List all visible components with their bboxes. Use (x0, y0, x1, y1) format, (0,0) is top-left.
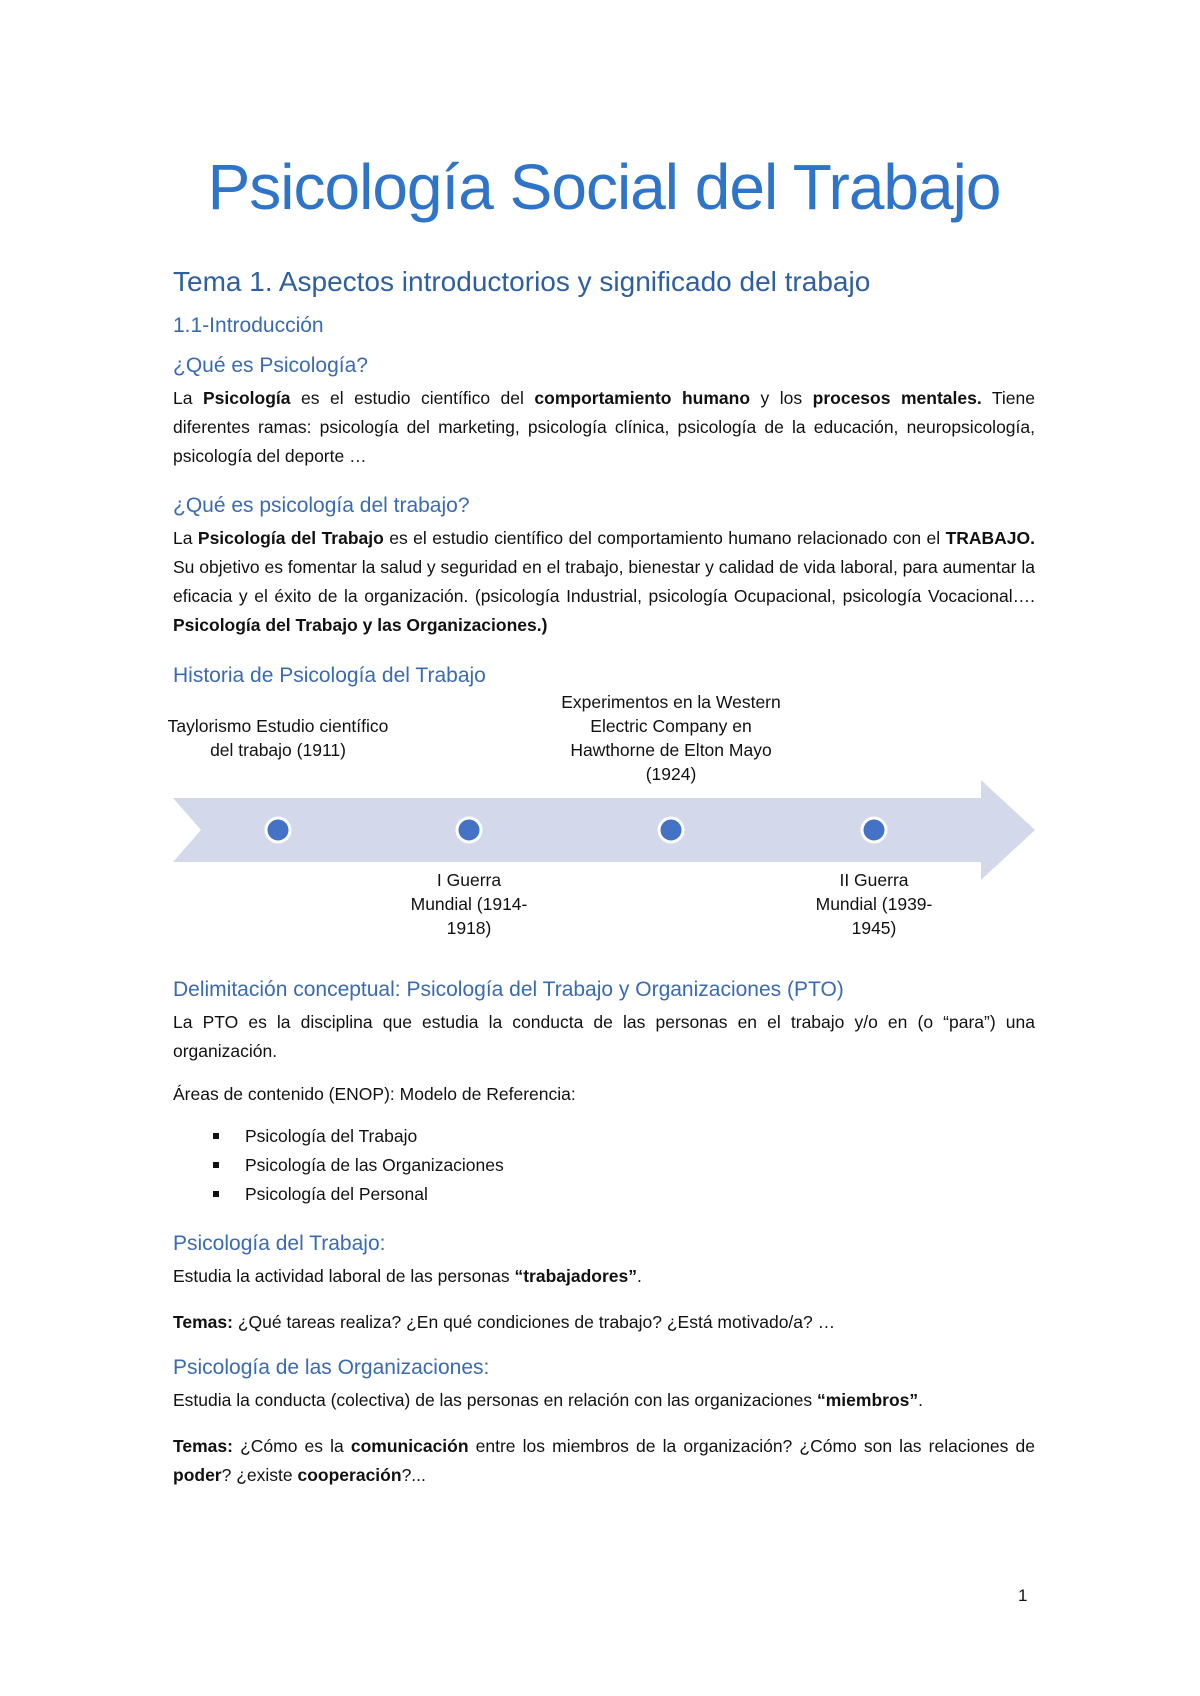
que-es-psicologia-heading: ¿Qué es Psicología? (173, 354, 368, 377)
text-run: ? ¿existe (221, 1465, 298, 1485)
list-item (173, 1151, 504, 1180)
trabajo-temas (173, 1308, 1035, 1337)
page-number: 1 (1018, 1586, 1028, 1605)
text-run: . (637, 1266, 642, 1286)
organizaciones-paragraph (173, 1386, 1035, 1415)
psicologia-definition (173, 384, 1035, 471)
text-run-bold: poder (173, 1465, 222, 1485)
historia-timeline (167, 690, 1035, 940)
text-run: La (173, 528, 198, 548)
text-run: Estudia la conducta (colectiva) de las personas en relación con las organizaciones (173, 1390, 817, 1410)
document-title: Psicología Social del Trabajo (207, 151, 1001, 223)
text-run: Estudia la actividad laboral de las personas (173, 1266, 515, 1286)
timeline-label-taylorismo: Taylorismo Estudio científico del trabajo (1911) (167, 716, 389, 760)
text-run-bold: cooperación (297, 1465, 402, 1485)
text-run: entre los miembros de la organización? ¿Cómo son las relaciones de (468, 1436, 1035, 1456)
text-run: ?... (401, 1465, 426, 1485)
text-run-bold: Psicología (202, 388, 291, 408)
list-item-text: Psicología de las Organizaciones (245, 1155, 504, 1175)
tema-heading: Tema 1. Aspectos introductorios y significado del trabajo (173, 266, 871, 297)
historia-heading: Historia de Psicología del Trabajo (173, 664, 486, 687)
text-run: . (918, 1390, 923, 1410)
bullet-square-icon (213, 1133, 219, 1139)
text-run-bold: Psicología del Trabajo y las Organizaciones.) (173, 615, 548, 635)
timeline-dot (659, 818, 683, 842)
list-item-text: Psicología del Trabajo (245, 1126, 418, 1146)
organizaciones-temas (173, 1432, 1035, 1490)
temas-label: Temas: (173, 1436, 233, 1456)
text-run: es el estudio científico del (290, 388, 535, 408)
text-run: es el estudio científico del comportamiento humano relacionado con el (383, 528, 946, 548)
psicologia-organizaciones-heading: Psicología de las Organizaciones: (173, 1356, 490, 1379)
text-run: ¿Cómo es la (232, 1436, 351, 1456)
text-run-bold: procesos mentales. (812, 388, 982, 408)
timeline-dot (457, 818, 481, 842)
text-run-bold: comunicación (350, 1436, 469, 1456)
psicologia-trabajo-definition (173, 524, 1035, 640)
list-item-text: Psicología del Personal (245, 1184, 428, 1204)
text-run-bold: “miembros” (816, 1390, 919, 1410)
text-run-bold: comportamiento humano (534, 388, 751, 408)
timeline-label-primera-guerra: I Guerra Mundial (1914-1918) (410, 870, 528, 938)
bullet-square-icon (213, 1162, 219, 1168)
areas-list (173, 1122, 504, 1209)
introduccion-heading: 1.1-Introducción (173, 314, 324, 337)
text-run-bold: Psicología del Trabajo (197, 528, 384, 548)
list-item (173, 1122, 504, 1151)
timeline-dot (862, 818, 886, 842)
trabajo-paragraph (173, 1262, 1035, 1291)
temas-label: Temas: (173, 1312, 233, 1332)
text-run: ¿Qué tareas realiza? ¿En qué condiciones de trabajo? ¿Está motivado/a? … (232, 1312, 836, 1332)
text-run: y los (750, 388, 813, 408)
timeline-arrow-shape (173, 780, 1035, 880)
timeline-label-hawthorne: Experimentos en la Western Electric Company en Hawthorne de Elton Mayo (1924) (561, 692, 781, 784)
text-run-bold: “trabajadores” (514, 1266, 638, 1286)
delimitacion-paragraph: La PTO es la disciplina que estudia la conducta de las personas en el trabajo y/o en (o “para”) una organización. (173, 1012, 1035, 1061)
delimitacion-heading: Delimitación conceptual: Psicología del Trabajo y Organizaciones (PTO) (173, 978, 844, 1001)
text-run: La (173, 388, 203, 408)
text-run: Tiene diferentes ramas: psicología del marketing, psicología clínica, psicología de la educación, neuropsicología, psicología del deporte … (173, 388, 1036, 466)
list-item (173, 1180, 504, 1209)
text-run: Su objetivo es fomentar la salud y seguridad en el trabajo, bienestar y calidad de vida laboral, para aumentar la eficacia y el éxito de la organización. (psicología Industrial, psicología Ocupacional, psicología Vocacional…. (173, 557, 1035, 606)
areas-paragraph: Áreas de contenido (ENOP): Modelo de Referencia: (173, 1084, 576, 1104)
text-run-bold: TRABAJO. (945, 528, 1036, 548)
timeline-label-segunda-guerra: II Guerra Mundial (1939-1945) (815, 870, 933, 938)
bullet-square-icon (213, 1191, 219, 1197)
timeline-dot (266, 818, 290, 842)
psicologia-trabajo-heading: ¿Qué es psicología del trabajo? (173, 494, 470, 517)
psicologia-del-trabajo-heading: Psicología del Trabajo: (173, 1232, 386, 1255)
